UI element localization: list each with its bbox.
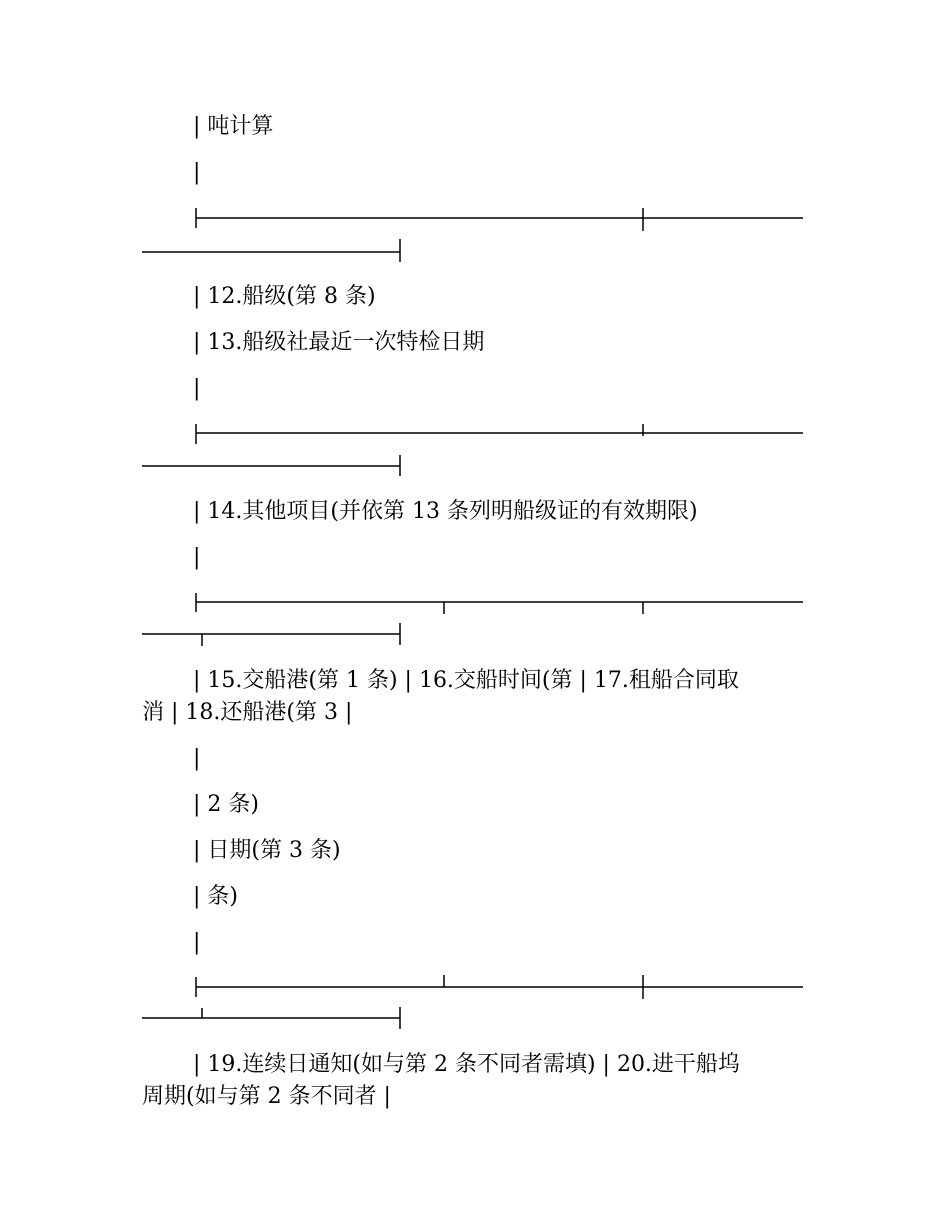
field-label-delivery-row-cont: 消 | 18.还船港(第 3 | [142,700,353,725]
field-label-notice-row: | 19.连续日通知(如与第 2 条不同者需填) | 20.进干船坞 [193,1052,740,1077]
field-label-other-items: | 14.其他项目(并依第 13 条列明船级证的有效期限) [193,499,698,524]
field-label-survey-date: | 13.船级社最近一次特检日期 [193,330,485,355]
text-line-bar: | [193,160,201,185]
text-line-date-clause: | 日期(第 3 条) [193,838,341,863]
text-line-bar: | [193,545,201,570]
field-label-class: | 12.船级(第 8 条) [193,284,376,309]
text-line-clause-end: | 条) [193,884,238,909]
text-line-tonnage: | 吨计算 [193,114,274,139]
text-line-bar: | [193,930,201,955]
text-line-bar: | [193,376,201,401]
field-label-delivery-row: | 15.交船港(第 1 条) | 16.交船时间(第 | 17.租船合同取 [193,668,739,693]
text-line-bar: | [193,746,201,771]
text-line-clause: | 2 条) [193,792,259,817]
field-label-notice-row-cont: 周期(如与第 2 条不同者 | [142,1084,391,1109]
